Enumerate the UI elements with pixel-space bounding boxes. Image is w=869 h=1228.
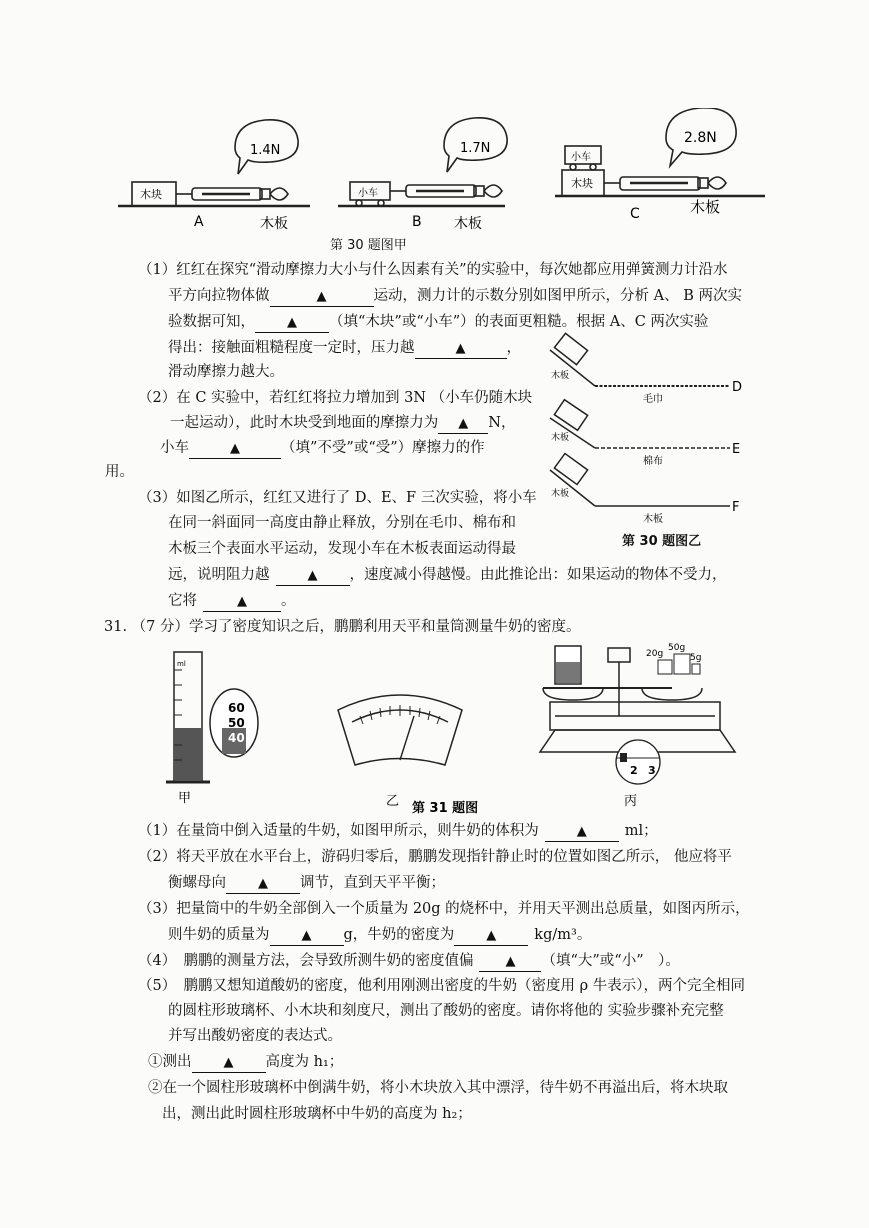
q31-p4a: （4） 鹏鹏的测量方法，会导致所测牛奶的密度值偏 [138, 953, 474, 969]
q30-p3-line3: 木板三个表面水平运动，发现小车在木板表面运动得最 [168, 541, 516, 557]
panel-letter-c: C [630, 206, 640, 222]
figure-30-yi [535, 330, 750, 545]
q31-p3-line2 [168, 925, 591, 946]
cylinder-unit: ml [177, 660, 186, 668]
q31-p5-line1: （5） 鹏鹏又想知道酸奶的密度，他利用刚测出密度的牛奶（密度用 ρ 牛表示），两个完全相同 [138, 978, 745, 994]
ramp-label-f: 木板 [551, 489, 570, 499]
q31-step2-line2: 出，测出此时圆柱形玻璃杯中牛奶的高度为 h₂； [162, 1106, 472, 1122]
q31-title: 31. （7 分）学习了密度知识之后，鹏鹏利用天平和量筒测量牛奶的密度。 [104, 619, 581, 635]
block-label-c-top: 小车 [571, 152, 591, 163]
q30-p2-line3 [160, 438, 485, 459]
q30-p2-line4: 用。 [105, 464, 134, 480]
panel-letter-a: A [194, 214, 204, 230]
weight-20g: 20g [646, 649, 664, 659]
q30-p3-l5b: 。 [281, 593, 296, 609]
rider-mark-2: 2 [630, 764, 638, 777]
q30-p2-l2b: N， [488, 415, 516, 431]
answer-blank-density-bias[interactable]: ▲ [479, 953, 541, 972]
q30-p1-line2 [168, 286, 742, 307]
q30-p1-l4b: ， [506, 340, 521, 356]
q31-p3-l2c: kg/m³。 [534, 927, 592, 943]
block-label-b: 小车 [358, 188, 378, 199]
figure-30-jia [110, 108, 770, 253]
q30-p1-line1: （1）红红在探究“滑动摩擦力大小与什么因素有关”的实验中，每次她都应用弹簧测力计沿水 [138, 262, 728, 278]
surface-label-c: 木板 [690, 198, 721, 216]
q31-p2-l2b: 调节，直到天平平衡； [300, 875, 445, 891]
block-label-a: 木块 [140, 188, 162, 201]
q30-p1-l2b: 运动，测力计的示数分别如图甲所示，分析 A、 B 两次实 [373, 288, 742, 304]
q31-p2-line2 [168, 873, 445, 894]
figure-31-caption: 第 31 题图 [412, 801, 479, 816]
q31-p5-line3: 并写出酸奶密度的表达式。 [168, 1028, 342, 1044]
answer-blank-friction-value[interactable]: ▲ [438, 415, 488, 434]
surface-d-name: 毛巾 [643, 394, 663, 405]
figure-30-yi-caption: 第 30 题图乙 [622, 534, 702, 549]
surface-d-letter: D [732, 380, 743, 395]
q31-p5-line2: 的圆柱形玻璃杯、小木块和刻度尺，测出了酸奶的密度。请你将他的 实验步骤补充完整 [168, 1003, 724, 1019]
label-yi: 乙 [386, 794, 400, 809]
surface-f-letter: F [732, 500, 740, 515]
label-jia: 甲 [178, 791, 192, 806]
q30-p1-l3b: （填“木块”或“小车”）的表面更粗糙。根据 A、C 两次实验 [329, 314, 709, 330]
q31-p3-l2a: 则牛奶的质量为 [168, 927, 270, 943]
weight-5g: 5g [690, 653, 702, 663]
q30-p3-line4 [168, 565, 727, 586]
q30-p1-l2a: 平方向拉物体做 [168, 288, 270, 304]
q31-p3-line1: （3）把量筒中的牛奶全部倒入一个质量为 20g 的烧杯中，并用天平测出总质量，如图丙所示， [138, 901, 750, 917]
figure-30-jia-caption: 第 30 题图甲 [330, 238, 407, 253]
surface-e-letter: E [732, 442, 741, 457]
q31-p3-l2b: g，牛奶的密度为 [343, 927, 455, 943]
q30-p3-l4a: 远，说明阻力越 [168, 567, 270, 583]
q30-p3-l4b: ，速度减小得越慢。由此推论出：如果运动的物体不受力， [349, 567, 727, 583]
scale-mark-50: 50 [228, 716, 245, 730]
q30-p2-line2 [170, 413, 515, 434]
q30-p1-l3a: 验数据可知， [168, 314, 255, 330]
answer-blank-cart-friction[interactable]: ▲ [189, 440, 281, 459]
q31-step1 [148, 1052, 343, 1073]
surface-label-b: 木板 [454, 216, 482, 232]
answer-blank-milk-mass[interactable]: ▲ [270, 927, 344, 946]
q31-step2-line1: ②在一个圆柱形玻璃杯中倒满牛奶，将小木块放入其中漂浮，待牛奶不再溢出后，将木块取 [148, 1080, 728, 1096]
q30-p2-l3a: 小车 [160, 440, 189, 456]
figure-31 [160, 640, 780, 820]
q30-p3-line2: 在同一斜面同一高度由静止释放，分别在毛巾、棉布和 [168, 515, 516, 531]
surface-f-name: 木板 [643, 514, 663, 525]
rider-mark-3: 3 [648, 764, 656, 777]
reading-b: 1.7N [460, 141, 491, 156]
reading-c: 2.8N [684, 130, 717, 146]
panel-letter-b: B [412, 214, 422, 230]
answer-blank-pressure[interactable]: ▲ [415, 340, 507, 359]
reading-a: 1.4N [250, 143, 281, 158]
q30-p3-line1: （3）如图乙所示，红红又进行了 D、E、F 三次实验，将小车 [138, 490, 537, 506]
weight-50g: 50g [668, 643, 686, 653]
q30-p3-l5a: 它将 [168, 593, 197, 609]
answer-blank-motion-type[interactable]: ▲ [270, 288, 374, 307]
q30-p3-line5 [168, 591, 296, 612]
answer-blank-resistance[interactable]: ▲ [276, 567, 350, 586]
q31-p4 [138, 951, 680, 972]
answer-blank-milk-density[interactable]: ▲ [454, 927, 528, 946]
scale-mark-40: 40 [228, 731, 245, 745]
ramp-label-d: 木板 [551, 371, 570, 381]
q30-p2-l2a: 一起运动），此时木块受到地面的摩擦力为 [170, 415, 439, 431]
surface-label-a: 木板 [260, 216, 288, 232]
q30-p1-line3 [168, 312, 708, 333]
answer-blank-step1-height[interactable]: ▲ [192, 1054, 266, 1073]
q31-p1b: ml； [624, 823, 658, 839]
q30-p1-l4a: 得出：接触面粗糙程度一定时，压力越 [168, 340, 415, 356]
block-label-c: 木块 [571, 177, 593, 190]
answer-blank-nut-direction[interactable]: ▲ [226, 875, 300, 894]
q30-p1-line4 [168, 338, 521, 359]
q31-p2-line1: （2）将天平放在水平台上，游码归零后，鹏鹏发现指针静止时的位置如图乙所示， 他应将平 [138, 849, 732, 865]
ramp-label-e: 木板 [551, 433, 570, 443]
q31-p1 [138, 821, 658, 842]
answer-blank-milk-volume[interactable]: ▲ [545, 823, 619, 842]
surface-e-name: 棉布 [643, 456, 663, 467]
answer-blank-rougher-surface[interactable]: ▲ [255, 314, 329, 333]
q31-p2-l2a: 衡螺母向 [168, 875, 226, 891]
answer-blank-inference[interactable]: ▲ [203, 593, 281, 612]
q30-p2-l3b: （填”不受”或“受”）摩擦力的作 [281, 440, 485, 456]
q31-s1b: 高度为 h₁； [265, 1054, 344, 1070]
q30-p1-line5: 滑动摩擦力越大。 [168, 364, 284, 380]
scale-mark-60: 60 [228, 701, 245, 715]
q31-s1a: ①测出 [148, 1054, 192, 1070]
q31-p1a: （1）在量筒中倒入适量的牛奶，如图甲所示，则牛奶的体积为 [138, 823, 539, 839]
label-bing: 丙 [624, 794, 638, 809]
q31-p4b: （填“大”或“小” ）。 [541, 953, 680, 969]
q30-p2-line1: （2）在 C 实验中，若红红将拉力增加到 3N （小车仍随木块 [138, 390, 533, 406]
